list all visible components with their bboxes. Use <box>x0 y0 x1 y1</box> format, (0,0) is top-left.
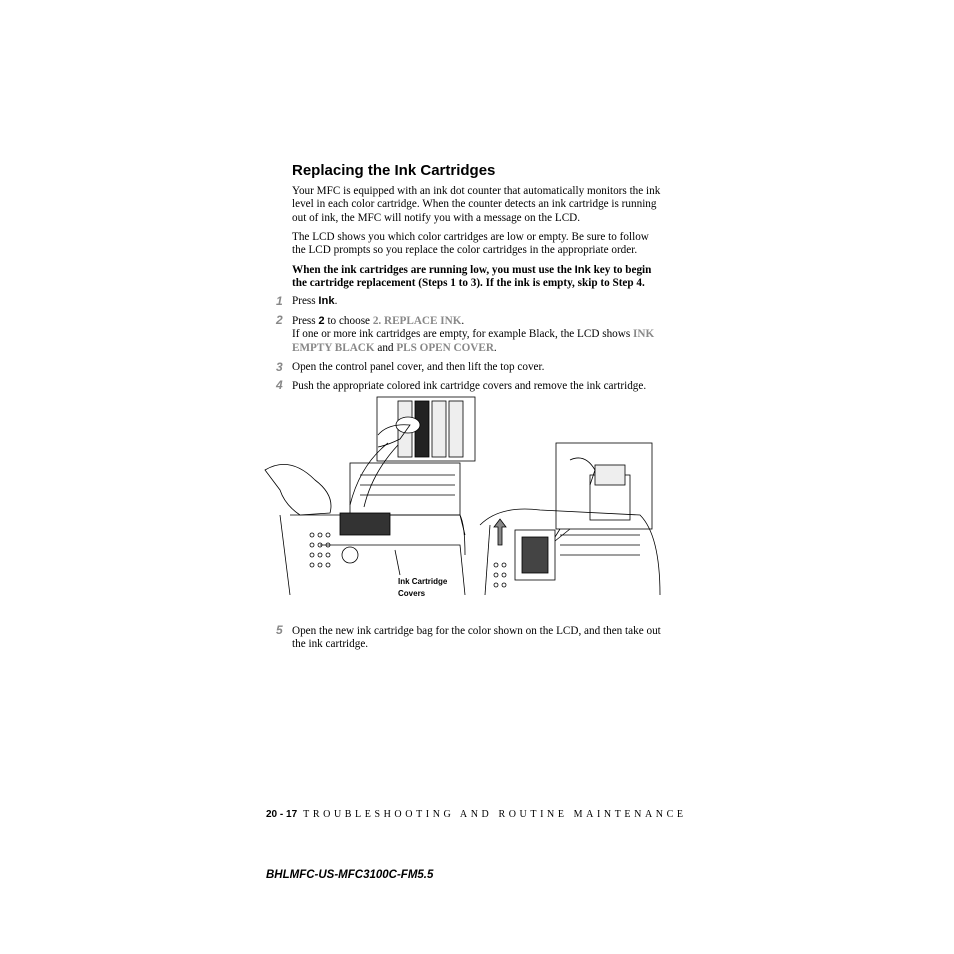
warning-paragraph: When the ink cartridges are running low, you must use the Ink key to begin the cartridge replacement (Steps 1 to 3). If the ink is empty, skip to Step 4. <box>292 264 652 290</box>
figure-caption: Ink Cartridge Covers <box>398 577 448 598</box>
step-number-3: 3 <box>276 360 283 374</box>
step-3-text: Open the control panel cover, and then lift the top cover. <box>292 361 545 373</box>
step-number-2: 2 <box>276 313 283 327</box>
intro-paragraph: Your MFC is equipped with an ink dot counter that automatically monitors the ink level in each color cartridge. When the counter detects an ink cartridge is running out of ink, the MFC will notify you with a message on the LCD. <box>292 185 661 224</box>
page-footer <box>266 809 687 820</box>
step-number-1: 1 <box>276 294 283 308</box>
step-number-5: 5 <box>276 623 283 637</box>
page-number: 20 - 17 <box>266 809 298 820</box>
lcd-paragraph: The LCD shows you which color cartridges are low or empty. Be sure to follow the LCD prompts so you replace the color cartridges in the appropriate order. <box>292 231 649 257</box>
section-title: TROUBLESHOOTING AND ROUTINE MAINTENANCE <box>303 809 687 820</box>
ink-cartridge-illustration <box>260 395 665 605</box>
document-id: BHLMFC-US-MFC3100C-FM5.5 <box>266 869 434 881</box>
step-5-text: Open the new ink cartridge bag for the color shown on the LCD, and then take out the ink cartridge. <box>292 625 661 651</box>
step-1-text: Press Ink. <box>292 295 338 307</box>
step-2-text: Press 2 to choose 2. REPLACE INK. If one or more ink cartridges are empty, for example Black, the LCD shows INK EMPTY BLACK and PLS OPEN COVER. <box>292 315 655 354</box>
step-number-4: 4 <box>276 378 283 392</box>
step-4-text: Push the appropriate colored ink cartridge covers and remove the ink cartridge. <box>292 380 647 392</box>
section-heading: Replacing the Ink Cartridges <box>292 162 496 179</box>
